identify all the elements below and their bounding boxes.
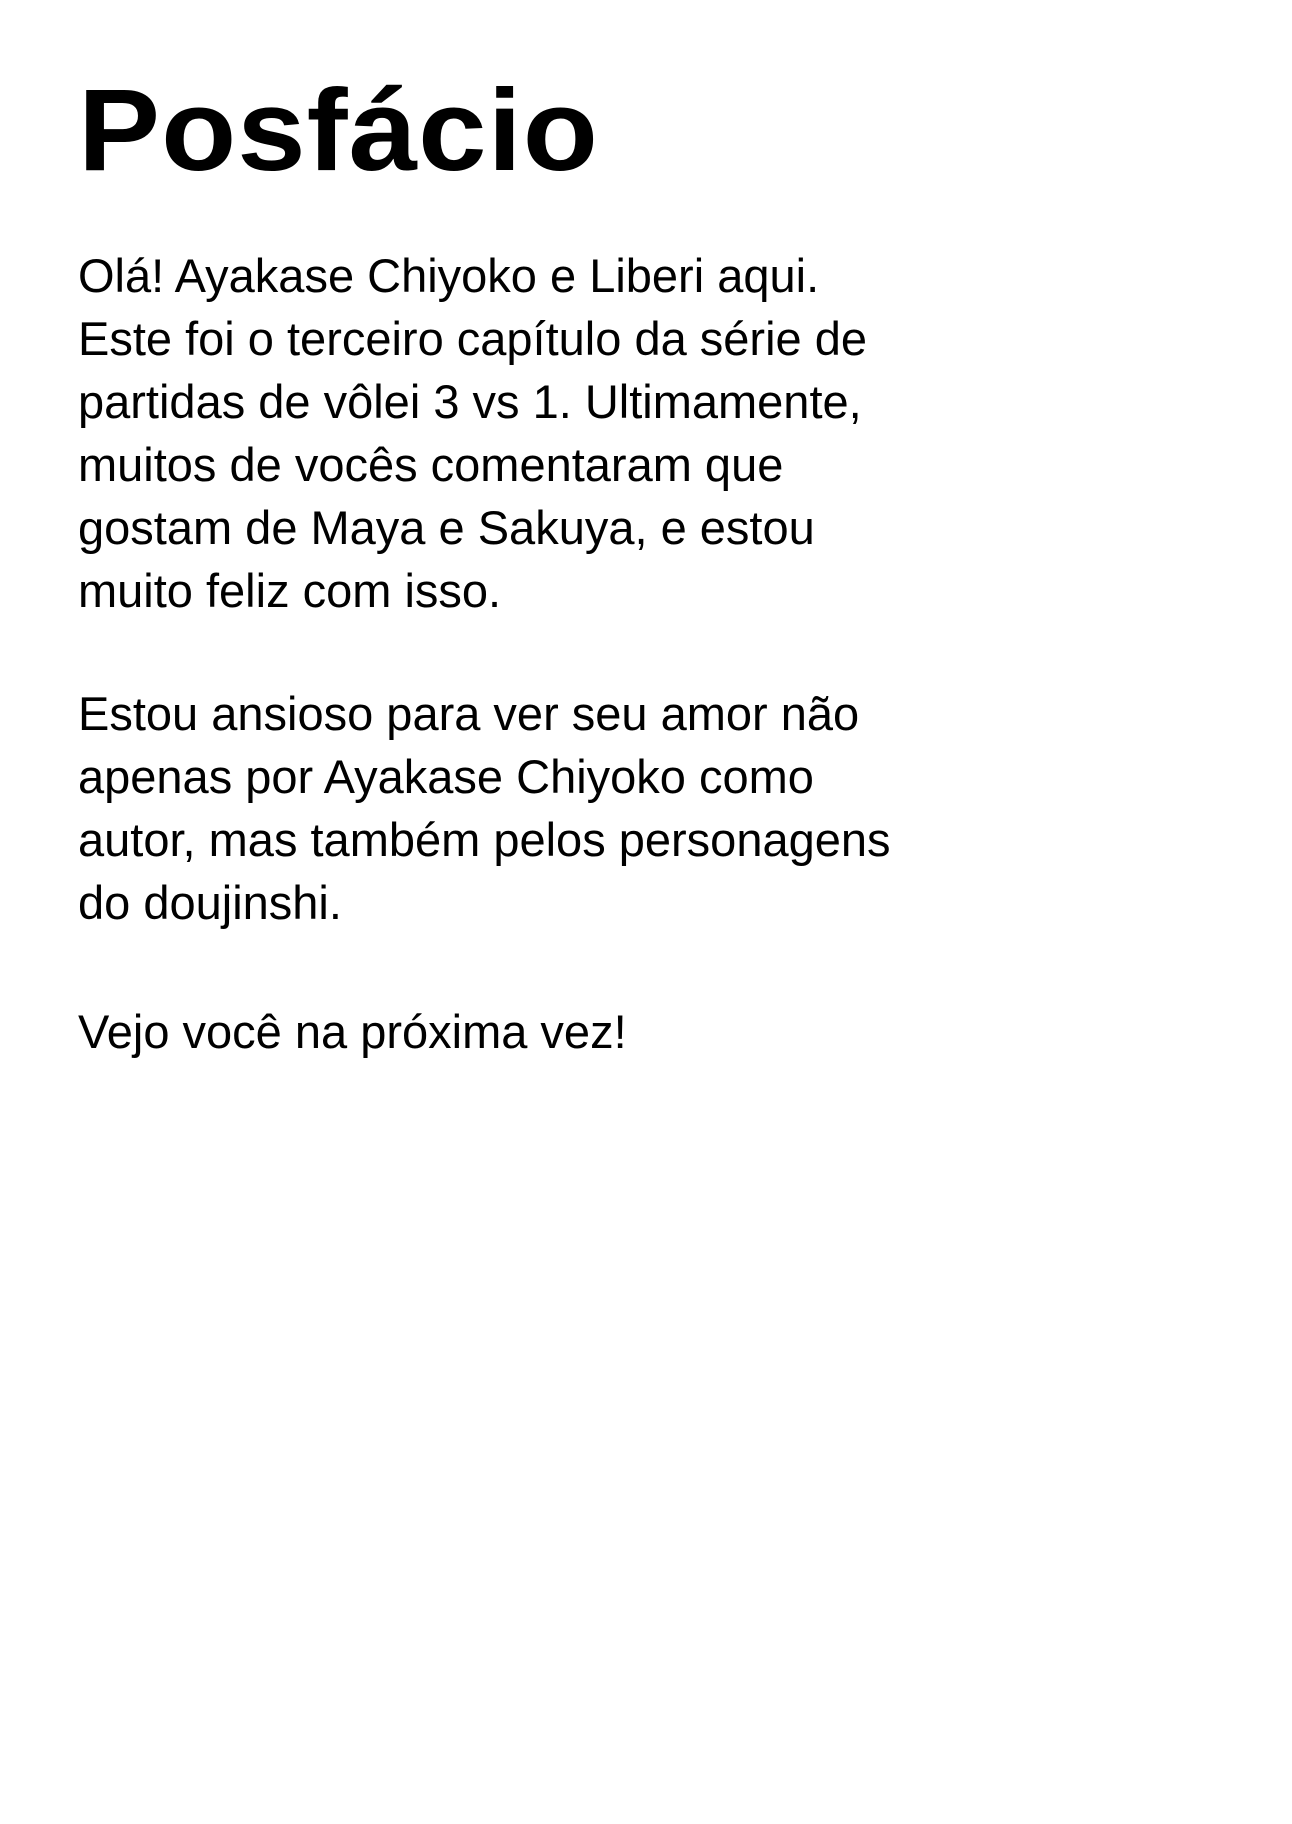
text-line: Olá! Ayakase Chiyoko e Liberi aqui. [78, 249, 820, 302]
text-line: Este foi o terceiro capítulo da série de [78, 312, 867, 365]
text-line: muito feliz com isso. [78, 564, 502, 617]
paragraph-greeting [78, 244, 867, 622]
paragraph-hopes [78, 682, 891, 934]
text-line: autor, mas também pelos personagens [78, 813, 891, 866]
text-line: apenas por Ayakase Chiyoko como [78, 750, 814, 803]
text-line: muitos de vocês comentaram que [78, 438, 784, 491]
paragraph-farewell [78, 1000, 627, 1063]
text-line: do doujinshi. [78, 876, 342, 929]
text-line: Vejo você na próxima vez! [78, 1005, 627, 1058]
text-line: partidas de vôlei 3 vs 1. Ultimamente, [78, 375, 862, 428]
page-title: Posfácio [78, 65, 599, 195]
text-line: Estou ansioso para ver seu amor não [78, 687, 860, 740]
text-line: gostam de Maya e Sakuya, e estou [78, 501, 815, 554]
